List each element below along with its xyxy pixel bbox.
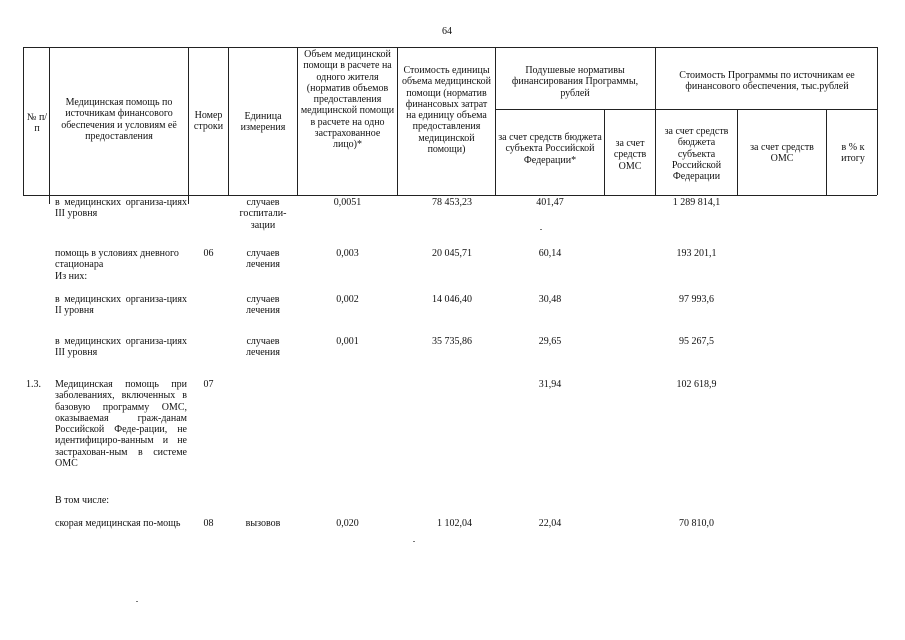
row-pc-budget: 22,04 — [538, 518, 562, 529]
header-tot-budget: за счет средств бюджета субъекта Российской Федерации — [664, 126, 729, 183]
row-pc-budget: 401,47 — [536, 197, 564, 208]
header-pc-oms: за счет средств ОМС — [613, 138, 647, 172]
row-unit-cost: 78 453,23 — [432, 197, 472, 208]
row-num: 1.3. — [26, 379, 41, 390]
row-volume: 0,0051 — [333, 197, 362, 208]
row-pc-budget: 29,65 — [538, 336, 562, 347]
header-pc-budget: за счет средств бюджета субъекта Российской Федерации* — [498, 132, 602, 166]
row-tot-budget: 97 993,6 — [679, 294, 714, 305]
row-care-type: скорая медицинская по-мощь — [55, 518, 181, 529]
row-pc-budget: 60,14 — [538, 248, 562, 259]
header-total-group: Стоимость Программы по источникам ее финансового обеспечения, тыс.рублей — [679, 70, 855, 93]
row-tot-budget: 70 810,0 — [679, 518, 714, 529]
row-number: 06 — [203, 248, 214, 259]
row-care-type: помощь в условиях дневного стационара — [55, 248, 179, 271]
header-unit-cost: Стоимость единицы объема медицинской помощи (норматив финансовых затрат на единицу объема предоставления медицинской помощи) — [402, 65, 491, 156]
row-tot-budget: 1 289 814,1 — [672, 197, 721, 208]
row-subnote: В том числе: — [55, 495, 110, 506]
header-unit: Единица измерения — [240, 111, 286, 134]
row-tot-budget: 102 618,9 — [676, 379, 717, 390]
row-care-type: в медицинских организа-циях III уровня — [55, 197, 187, 220]
row-unit: вызовов — [245, 518, 281, 529]
header-tot-oms: за счет средств ОМС — [750, 142, 814, 165]
row-volume: 0,020 — [336, 518, 359, 529]
row-unit: случаев лечения — [246, 336, 280, 359]
page-number: 64 — [442, 26, 452, 37]
row-pc-budget: 31,94 — [538, 379, 562, 390]
row-unit: случаев госпитали-зации — [239, 197, 287, 231]
row-care-type: Медицинская помощь при заболеваниях, включенных в базовую программу ОМС, оказываемая граж-данам Российской Феде-рации, не идентифициро-ванным и не застрахован-ным в системе ОМС — [55, 379, 187, 470]
row-number: 08 — [203, 518, 214, 529]
header-care-type: Медицинская помощь по источникам финансового обеспечения и условиям её предоставления — [61, 97, 177, 142]
row-volume: 0,001 — [336, 336, 359, 347]
header-per-capita-group: Подушевые нормативы финансирования Программы, рублей — [511, 65, 639, 99]
row-volume: 0,002 — [336, 294, 359, 305]
row-pc-budget: 30,48 — [538, 294, 562, 305]
row-care-type: в медицинских организа-циях III уровня — [55, 336, 187, 359]
row-unit: случаев лечения — [246, 294, 280, 317]
row-unit-cost: 1 102,04 — [437, 518, 472, 529]
row-unit-cost: 35 735,86 — [432, 336, 472, 347]
header-row-number: Номер строки — [193, 110, 224, 133]
header-tot-pct: в % к итогу — [841, 142, 865, 165]
row-tot-budget: 193 201,1 — [676, 248, 717, 259]
header-num: № п/п — [26, 112, 48, 135]
row-unit-cost: 14 046,40 — [432, 294, 472, 305]
row-volume: 0,003 — [336, 248, 359, 259]
row-care-type: в медицинских организа-циях II уровня — [55, 294, 187, 317]
row-subnote: Из них: — [55, 271, 88, 282]
row-tot-budget: 95 267,5 — [679, 336, 714, 347]
row-unit-cost: 20 045,71 — [432, 248, 472, 259]
row-unit: случаев лечения — [246, 248, 280, 271]
row-number: 07 — [203, 379, 214, 390]
header-volume: Объем медицинской помощи в расчете на одного жителя (норматив объемов предоставления медицинской помощи в расчете на одно застрахованное лицо)* — [300, 49, 395, 151]
